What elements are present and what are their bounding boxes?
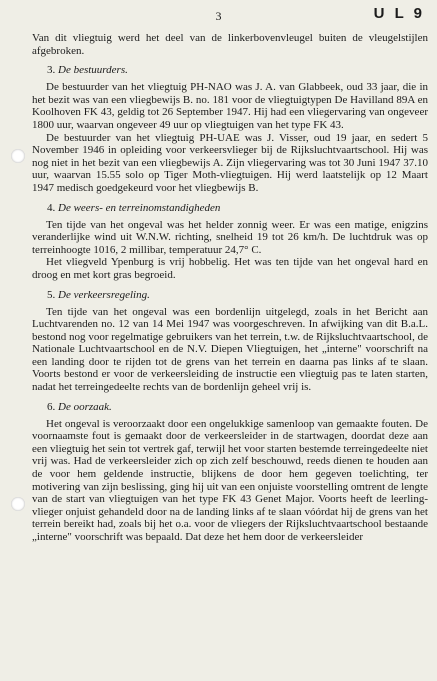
section-heading-verkeersregeling (47, 289, 428, 302)
section-title: De oorzaak. (58, 400, 112, 413)
section-heading-weersomstandigheden (47, 202, 428, 215)
section-title: De weers- en terreinomstandigheden (58, 201, 221, 214)
page-number: 3 (215, 9, 222, 23)
paragraph: Ten tijde van het ongeval was het helder zonnig weer. Er was een matige, enigzins veranderlijke wind uit W.N.W. richting, snelheid 19 tot 26 km/h. De luchtdruk was op terreinhoogte 1016, 2 millibar, temperatuur 24,7° C. (32, 218, 428, 256)
intro-paragraph: Van dit vliegtuig werd het deel van de linkerbovenvleugel buiten de vleugelstijlen afgebroken. (32, 32, 428, 57)
punch-hole (11, 149, 25, 163)
paragraph: De bestuurder van het vliegtuig PH-NAO was J. A. van Glabbeek, oud 33 jaar, die in het bezit was van een vliegbewijs B. no. 181 voor de vliegtuigtypen De Havilland 89A en Koolhoven FK 43, geldig tot 26 September 1947. Hij had een vliegervaring van ongeveer 1800 uur, waarvan ongeveer 49 uur op vliegtuigen van het type FK 43. (32, 81, 428, 131)
paragraph: Ten tijde van het ongeval was een bordenlijn uitgelegd, zoals in het Bericht aan Luchtvarenden no. 12 van 14 Mei 1947 was voorgeschreven. In afwijking van dit B.a.L. bestond nog voor regelmatige gebruikers van het terrein, t.w. de Rijksluchtvaartschool, de Nationale Luchtvaartschool en de N.V. Diepen Vliegtuigen, het „interne" voorschrift na een landing door te rijden tot de grens van het terrein en daarna pas links af te slaan. Voorts bestond er voor de verkeersleiding de instructie een vliegtuig pas te laten starten, nadat het terreingedeelte rechts van de bordenlijn geheel vrij is. (32, 305, 428, 394)
section-title: De verkeersregeling. (58, 288, 150, 301)
punch-hole (11, 497, 25, 511)
section-number: 6. (47, 400, 56, 413)
section-title: De bestuurders. (58, 64, 128, 77)
section-number: 3. (47, 64, 56, 77)
paragraph: Het ongeval is veroorzaakt door een ongelukkige samenloop van gemaakte fouten. De voornaamste fout is gemaakt door de verkeersleider in de startwagen, doordat deze aan een vliegtuig het sein tot vertrek gaf, terwijl het voor starten bestemde terreingedeelte niet vrij was. Had de verkeersleider zich op zich zelf beschouwd, reeds dienen te houden aan de voor hem geldende instructie, blijkens de door hem gegeven toelichting, ter motivering van zijn beslissing, ging hij uit van een onjuiste voorstelling omtrent de lengte van de start van vliegtuigen van het type FK 43 Genet Major. Voorts heeft de leerling-vlieger onjuist gehandeld door na de landing links af te slaan vóórdat hij de grens van het terrein bereikt had, zoals bij het o.a. voor de vliegers der Rijksluchtvaartschool bestaande „interne" voorschrift was bepaald. Dat deze het hem door de verkeersleider (32, 417, 428, 543)
document-body (32, 32, 428, 544)
section-number: 4. (47, 201, 56, 214)
paragraph: Het vliegveld Ypenburg is vrij hobbelig. Het was ten tijde van het ongeval hard en droog en met kort gras begroeid. (32, 256, 428, 281)
document-code: U L 9 (373, 5, 425, 22)
paragraph: De bestuurder van het vliegtuig PH-UAE was J. Visser, oud 19 jaar, en sedert 5 November 1946 in opleiding voor verkeersvlieger bij de Rijksluchtvaartschool. Hij was nog niet in het bezit van een vliegbewijs A. Zijn vliegervaring was tot 30 Juni 1947 37.10 uur, waarvan 15.55 solo op Tiger Moth-vliegtuigen. Hij werd laatstelijk op 12 Maart 1947 medisch goedgekeurd voor het vliegbewijs B. (32, 131, 428, 194)
section-heading-oorzaak (47, 401, 428, 414)
section-number: 5. (47, 288, 56, 301)
section-heading-bestuurders (47, 64, 428, 77)
